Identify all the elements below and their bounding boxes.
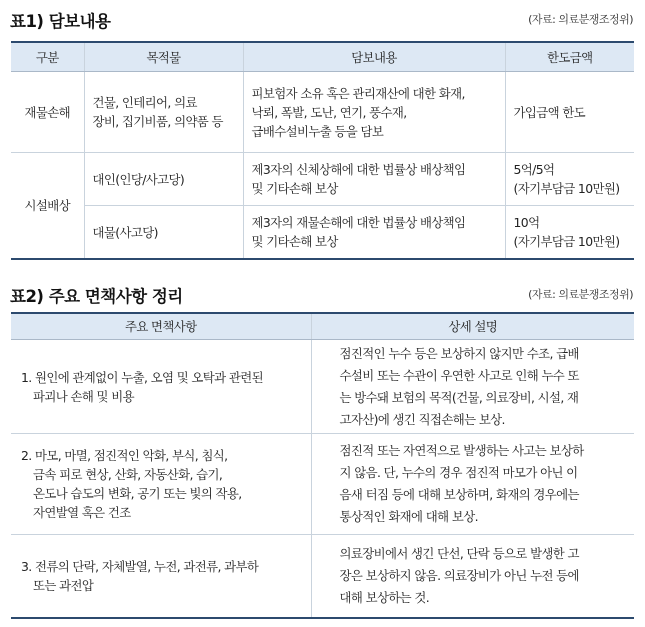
table2-title: 표2) 주요 면책사항 정리 — [10, 287, 183, 306]
exclusion-detail-line: 점진적인 누수 등은 보상하지 않지만 수조, 급배 — [339, 345, 579, 361]
table2-header-detail: 상세 설명 — [311, 313, 634, 340]
table-row — [11, 340, 634, 434]
object-cell — [84, 153, 243, 206]
exclusion-item-line: 금속 피로 현상, 산화, 자동산화, 습기, — [33, 467, 223, 482]
table-row — [11, 535, 634, 619]
exclusion-item-line: 또는 과전압 — [33, 578, 94, 593]
exclusion-detail-line: 통상적인 화재에 대해 보상. — [339, 509, 478, 524]
coverage-table — [11, 41, 634, 260]
category-cell: 재물손해 — [11, 72, 84, 153]
exclusion-item-cell — [11, 535, 311, 619]
coverage-line: 제3자의 재물손해에 대한 법률상 배상책임 — [251, 215, 466, 230]
object-cell — [84, 72, 243, 153]
exclusion-item-line: 2. 마모, 마멸, 점진적인 악화, 부식, 침식, — [21, 448, 228, 463]
exclusion-item-line: 자연발열 혹은 건조 — [33, 505, 131, 520]
limit-line: 5억/5억 — [513, 162, 555, 177]
exclusion-item-line: 파괴나 손해 및 비용 — [33, 388, 134, 404]
coverage-line: 및 기타손해 보상 — [251, 181, 338, 196]
table2-header-row — [11, 313, 634, 340]
object-line: 건물, 인테리어, 의료 — [92, 95, 197, 110]
table1-header-category: 구분 — [11, 42, 84, 72]
object-line: 장비, 집기비품, 의약품 등 — [92, 114, 223, 129]
coverage-line: 피보험자 소유 혹은 관리재산에 대한 화재, — [251, 85, 465, 101]
limit-line: 가입금액 한도 — [513, 104, 586, 120]
table1-header-object: 목적물 — [84, 42, 243, 72]
exclusions-table — [11, 312, 634, 619]
limit-cell — [505, 206, 634, 260]
table2-header-item: 주요 면책사항 — [11, 313, 311, 340]
exclusion-detail-line: 수설비 또는 수관이 우연한 사고로 인해 누수 또 — [339, 367, 579, 383]
exclusion-item-cell — [11, 434, 311, 535]
limit-line: (자기부담금 10만원) — [513, 234, 620, 249]
exclusion-detail-line: 대해 보상하는 것. — [339, 590, 430, 605]
object-cell — [84, 206, 243, 260]
coverage-cell — [243, 153, 505, 206]
exclusion-detail-cell — [311, 340, 634, 434]
table2-source: (자료: 의료분쟁조정위) — [528, 288, 633, 301]
exclusion-detail-line: 점진적 또는 자연적으로 발생하는 사고는 보상하 — [339, 443, 584, 458]
exclusion-detail-line: 는 방수돼 보험의 목적(건물, 의료장비, 시설, 재 — [339, 389, 579, 405]
coverage-line: 및 기타손해 보상 — [251, 234, 338, 249]
limit-cell — [505, 153, 634, 206]
exclusion-detail-line: 고자산)에 생긴 직접손해는 보상. — [339, 411, 505, 427]
table1-source: (자료: 의료분쟁조정위) — [528, 13, 633, 26]
object-line: 대물(사고당) — [92, 224, 158, 240]
coverage-line: 제3자의 신체상해에 대한 법률상 배상책임 — [251, 162, 466, 177]
table1-title: 표1) 담보내용 — [10, 12, 111, 31]
table-row — [11, 72, 634, 153]
coverage-line: 급배수설비누출 등을 담보 — [251, 123, 384, 139]
object-line: 대인(인당/사고당) — [92, 171, 185, 187]
coverage-cell — [243, 206, 505, 260]
coverage-line: 낙뢰, 폭발, 도난, 연기, 풍수재, — [251, 104, 407, 120]
category-cell: 시설배상 — [11, 153, 84, 260]
table1-header-row — [11, 42, 634, 72]
table-row — [11, 153, 634, 206]
exclusion-detail-line: 장은 보상하지 않음. 의료장비가 아닌 누전 등에 — [339, 568, 579, 583]
table-row — [11, 434, 634, 535]
exclusion-detail-cell — [311, 535, 634, 619]
limit-line: (자기부담금 10만원) — [513, 181, 620, 196]
table2-title-row — [10, 283, 635, 307]
exclusion-detail-line: 음새 터짐 등에 대해 보상하며, 화재의 경우에는 — [339, 487, 579, 502]
table1-header-limit: 한도금액 — [505, 42, 634, 72]
exclusion-detail-line: 지 않음. 단, 누수의 경우 점진적 마모가 아닌 이 — [339, 465, 578, 480]
exclusion-detail-cell — [311, 434, 634, 535]
exclusion-detail-line: 의료장비에서 생긴 단선, 단락 등으로 발생한 고 — [339, 546, 579, 561]
exclusion-item-line: 온도나 습도의 변화, 공기 또는 빛의 작용, — [33, 486, 242, 501]
coverage-cell — [243, 72, 505, 153]
table-row — [11, 206, 634, 260]
table1-title-row — [10, 8, 635, 32]
exclusion-item-line: 1. 원인에 관계없이 누출, 오염 및 오탁과 관련된 — [21, 369, 263, 385]
limit-line: 10억 — [513, 215, 540, 230]
limit-cell — [505, 72, 634, 153]
table1-header-coverage: 담보내용 — [243, 42, 505, 72]
exclusion-item-cell — [11, 340, 311, 434]
exclusion-item-line: 3. 전류의 단락, 자체발열, 누전, 과전류, 과부하 — [21, 559, 259, 574]
